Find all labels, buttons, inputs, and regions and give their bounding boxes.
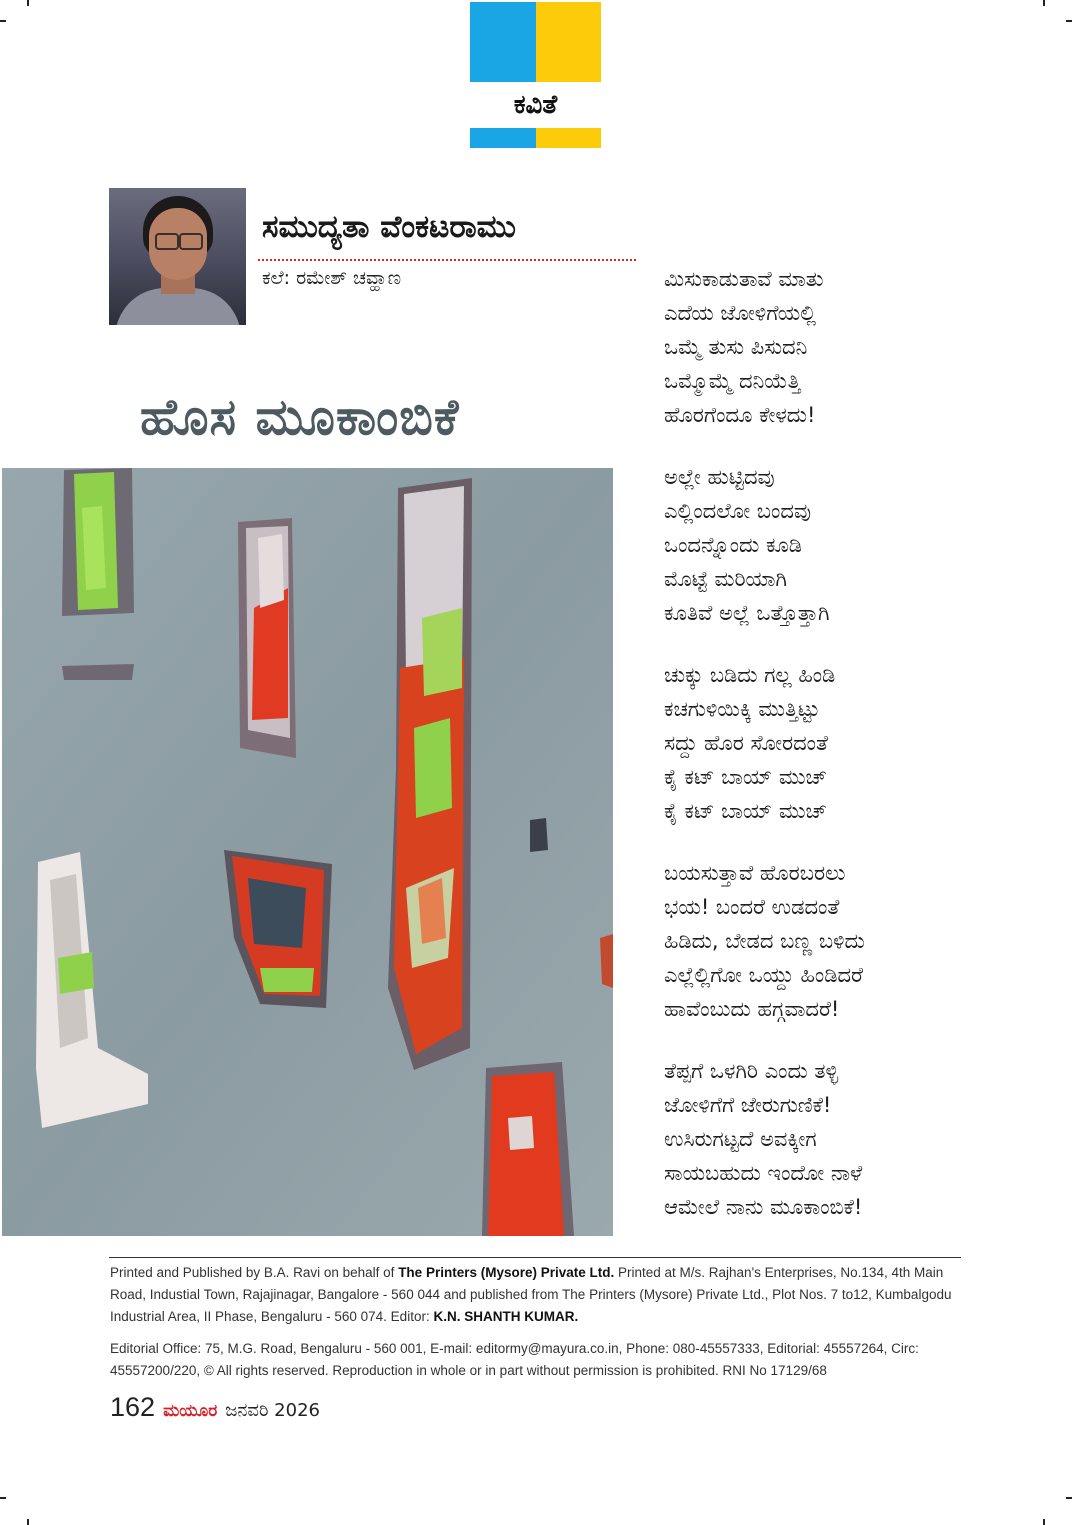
dotted-divider: [258, 259, 636, 261]
poem-line: ಹಾವೆಂಬುದು ಹಗ್ಗವಾದರೆ!: [664, 997, 840, 1021]
crop-mark: [1043, 0, 1045, 6]
poem-line: ಮೊಟ್ಟೆ ಮರಿಯಾಗಿ: [664, 567, 787, 591]
poem-title: ಹೊಸ ಮೂಕಾಂಬಿಕೆ: [140, 388, 460, 446]
section-label: ಕವಿತೆ: [513, 90, 558, 120]
imprint: [110, 1262, 962, 1392]
poem-line: ಆಮೇಲೆ ನಾನು ಮೂಕಾಂಬಿಕೆ!: [664, 1195, 863, 1219]
crop-mark: [27, 1519, 29, 1525]
poem-line: ತೆಪ್ಪಗೆ ಒಳಗಿರಿ ಎಂದು ತಳ್ಳಿ: [664, 1059, 839, 1083]
printer-name: The Printers (Mysore) Private Ltd.: [398, 1265, 615, 1280]
poem-line: ಕೈ ಕಟ್ ಬಾಯ್ ಮುಚ್: [664, 799, 827, 823]
issue-date: ಜನವರಿ 2026: [225, 1400, 320, 1421]
poem-body: [664, 262, 1064, 1252]
art-credit: ಕಲೆ: ರಮೇಶ್ ಚವ್ಹಾಣ: [262, 267, 402, 289]
painting-svg: [2, 468, 613, 1236]
stanza: [664, 460, 1064, 630]
crop-mark: [0, 1497, 6, 1499]
imprint-publisher: [110, 1262, 962, 1328]
imprint-text: Printed and Published by B.A. Ravi on behalf of: [110, 1265, 399, 1280]
stanza: [664, 1054, 1064, 1224]
poem-line: ಒಂದನ್ನೊಂದು ಕೂಡಿ: [664, 533, 803, 557]
crop-mark: [27, 0, 29, 6]
stanza: [664, 856, 1064, 1026]
poem-line: ಜೋಳಿಗೆಗೆ ಜೇರುಗುಣಿಕೆ!: [664, 1093, 832, 1117]
poem-line: ಎದೆಯ ಜೋಳಿಗೆಯಲ್ಲಿ: [664, 301, 817, 325]
crop-mark: [1066, 20, 1072, 22]
page-number: 162: [110, 1392, 156, 1422]
poem-line: ಮಿಸುಕಾಡುತಾವೆ ಮಾತು: [664, 267, 824, 291]
badge-color-strip: [470, 128, 601, 148]
page-footer: [110, 1392, 320, 1423]
badge-blue-strip: [470, 128, 536, 148]
poem-line: ಬಯಸುತ್ತಾವೆ ಹೊರಬರಲು: [664, 861, 846, 885]
badge-yellow-strip: [536, 128, 602, 148]
poem-line: ಅಲ್ಲೇ ಹುಟ್ಟಿದವು: [664, 465, 775, 489]
poem-line: ಉಸಿರುಗಟ್ಟದೆ ಅವಕ್ಕೀಗ: [664, 1127, 817, 1151]
poem-line: ಕಚಗುಳಿಯಿಕ್ಕಿ ಮುತ್ತಿಟ್ಟು: [664, 697, 820, 721]
crop-mark: [0, 20, 6, 22]
poem-line: ಕೈ ಕಟ್ ಬಾಯ್ ಮುಚ್: [664, 765, 827, 789]
imprint-text: Printed at M/s. Rajhan's Enterprises, No.134, 4th Main Road, Industial Town, Rajajinagar, Bangalore - 560 044 and published from The Printers (Mysore) Private Ltd., Plot Nos. 7 to12, Kumbalgodu Industrial Area, II Phase, Bengaluru - 560 074. Editor:: [110, 1265, 952, 1324]
poem-line: ಎಲ್ಲಿಂದಲೋ ಬಂದವು: [664, 499, 811, 523]
stanza: [664, 262, 1064, 432]
poem-line: ಭಯ! ಬಂದರೆ ಉಡದಂತೆ: [664, 895, 840, 919]
poem-line: ಕೂತಿವೆ ಅಲ್ಲೆ ಒತ್ತೊತ್ತಾಗಿ: [664, 601, 830, 625]
author-name: ಸಮುದ್ಯತಾ ವೆಂಕಟರಾಮು: [262, 209, 517, 245]
stanza: [664, 658, 1064, 828]
badge-yellow-block: [536, 2, 602, 82]
poem-line: ಒಮ್ಮೆ ತುಸು ಪಿಸುದನಿ: [664, 335, 808, 359]
poem-line: ಹಿಡಿದು, ಬೇಡದ ಬಣ್ಣ ಬಳಿದು: [664, 929, 865, 953]
poem-line: ಸದ್ದು ಹೊರ ಸೋರದಂತೆ: [664, 731, 828, 755]
crop-mark: [1066, 1497, 1072, 1499]
editor-name: K.N. SHANTH KUMAR.: [433, 1309, 579, 1324]
imprint-editorial-office: Editorial Office: 75, M.G. Road, Bengaluru - 560 001, E-mail: editormy@mayura.co.in, Phone: 080-45557333, Editorial: 45557264, Circ: 45557200/220, © All rights reserved. Reproduction in whole or in part without permission is prohibited. RNI No 17129/68: [110, 1341, 919, 1378]
poem-line: ಸಾಯಬಹುದು ಇಂದೋ ನಾಳೆ: [664, 1161, 863, 1185]
crop-mark: [1043, 1519, 1045, 1525]
poem-line: ಎಲ್ಲೆಲ್ಲಿಗೋ ಒಯ್ದು ಹಿಂಡಿದರೆ: [664, 963, 863, 987]
poem-line: ಒಮ್ಮೊಮ್ಮೆ ದನಿಯೆತ್ತಿ: [664, 369, 801, 393]
section-badge: [470, 2, 601, 148]
badge-color-block: [470, 2, 601, 82]
author-photo: [109, 188, 246, 325]
painting-illustration: [2, 468, 613, 1236]
poem-line: ಹೊರಗೆಂದೂ ಕೇಳದು!: [664, 403, 816, 427]
magazine-logo: ಮಯೂರ: [163, 1401, 218, 1421]
imprint-divider: [109, 1257, 961, 1258]
badge-blue-block: [470, 2, 536, 82]
poem-line: ಚುಕ್ಕು ಬಡಿದು ಗಲ್ಲ ಹಿಂಡಿ: [664, 663, 836, 687]
